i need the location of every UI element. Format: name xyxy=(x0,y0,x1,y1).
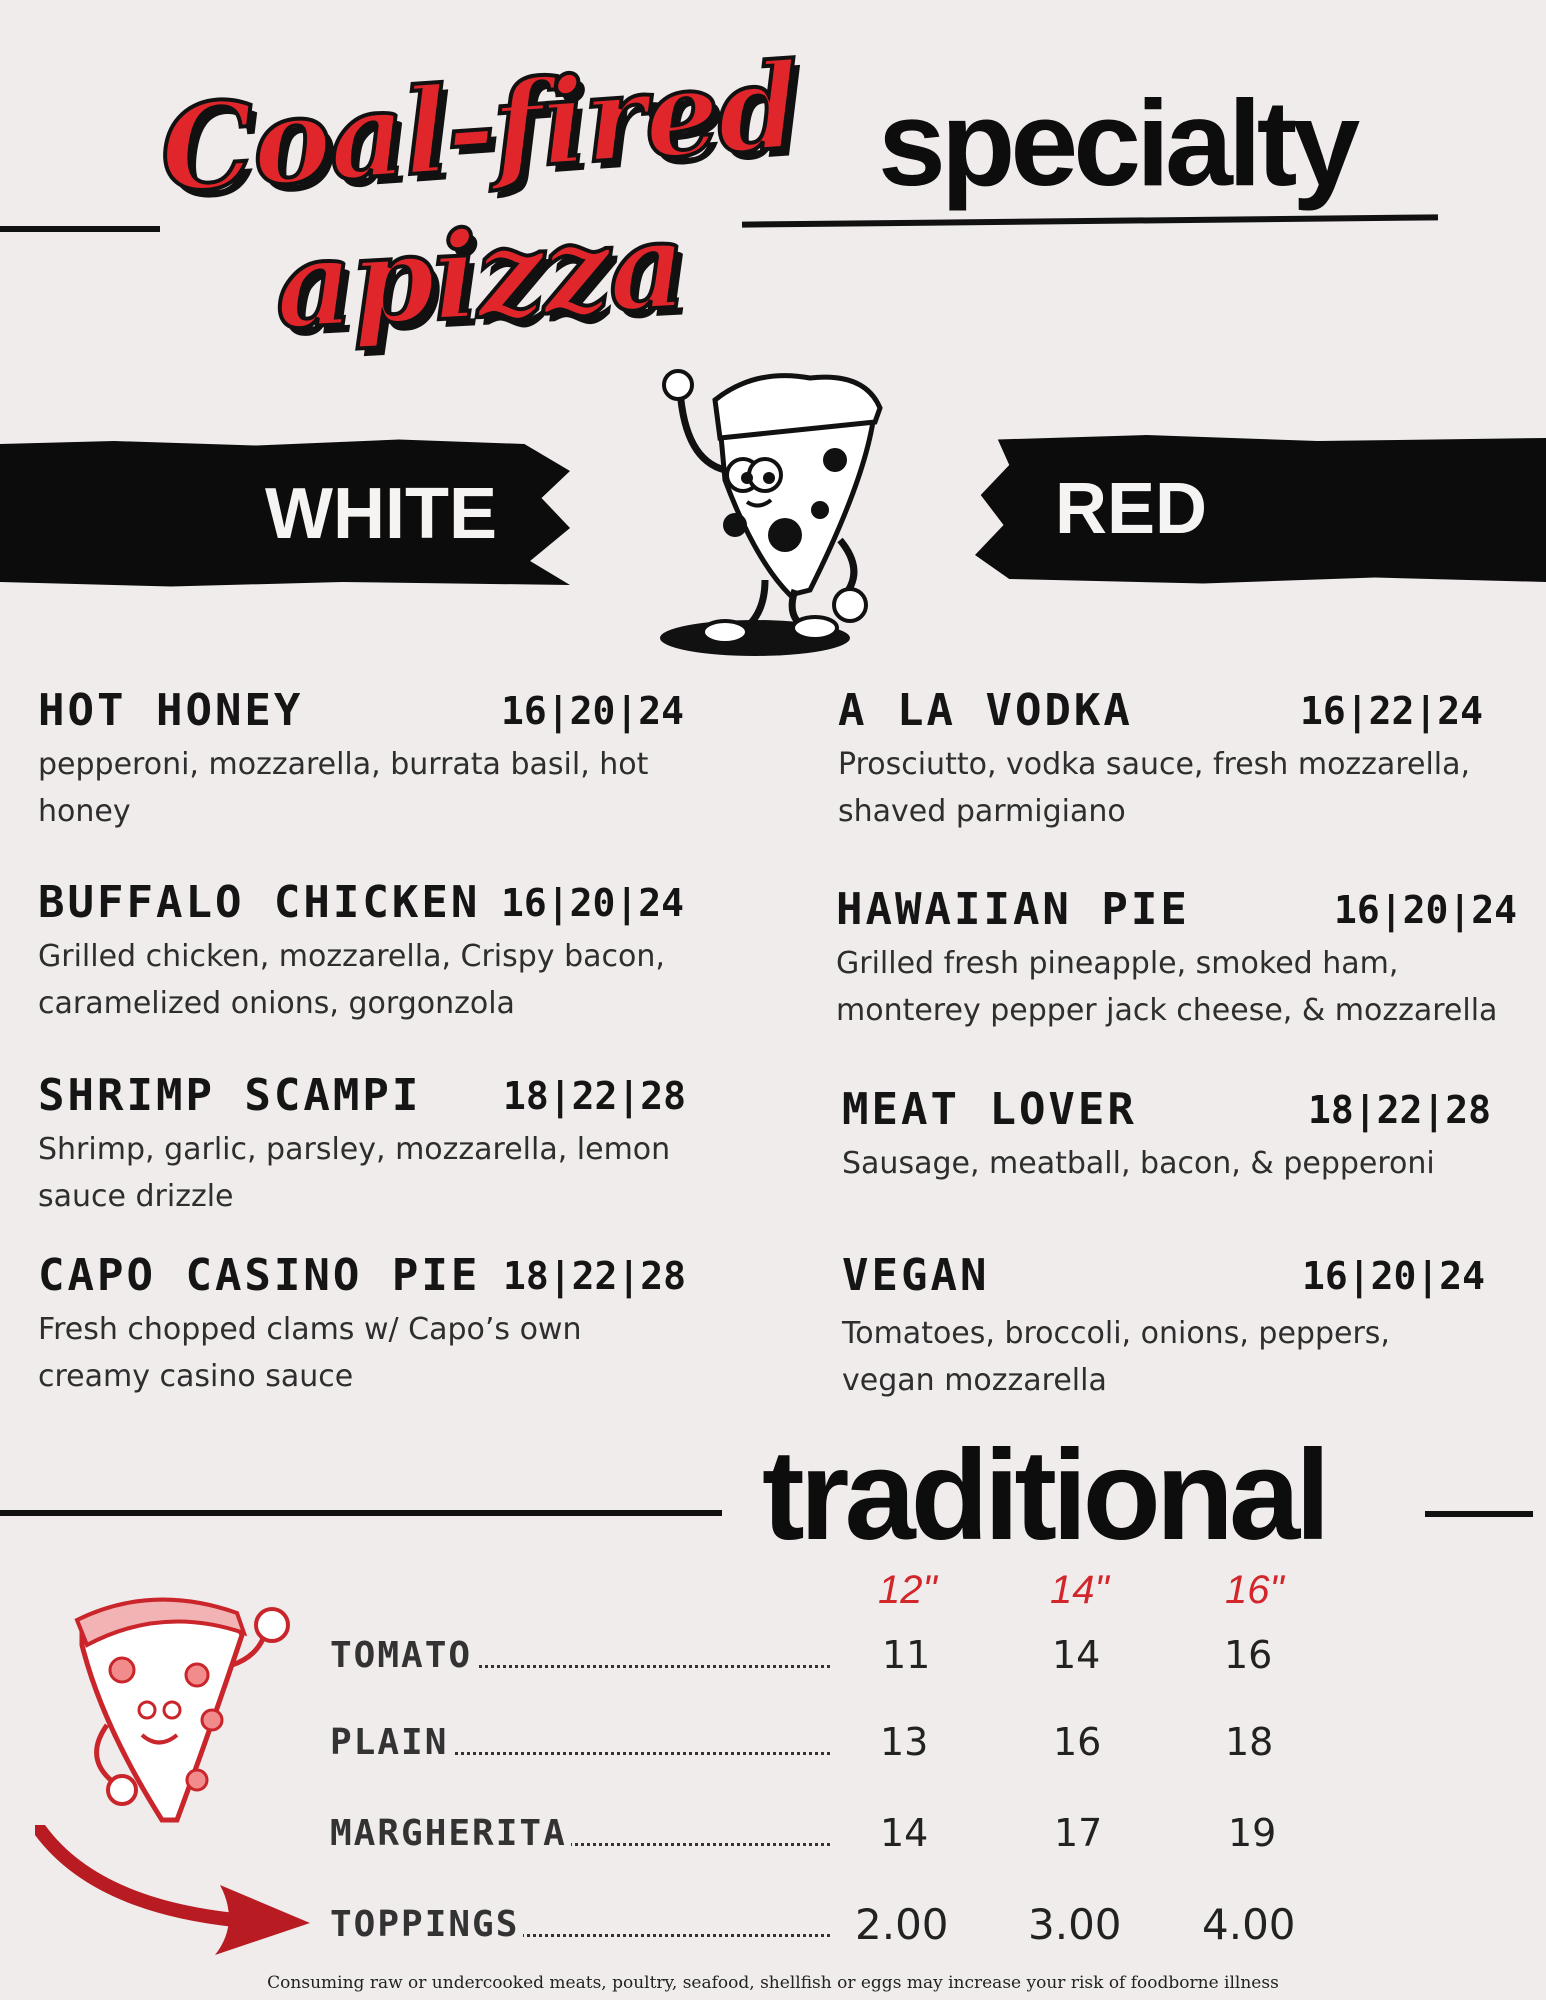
left-rule-top xyxy=(0,226,160,232)
item-price: 18|22|28 xyxy=(503,1074,687,1118)
price-16: 18 xyxy=(1225,1720,1274,1764)
item-price: 16|20|24 xyxy=(501,881,685,925)
row-name: TOPPINGS xyxy=(330,1904,523,1945)
item-name: MEAT LOVER xyxy=(842,1084,1137,1135)
table-row xyxy=(330,1904,830,1945)
topping-price-12: 2.00 xyxy=(855,1900,949,1949)
row-name: MARGHERITA xyxy=(330,1813,571,1854)
size-header-16: 16" xyxy=(1225,1568,1284,1612)
left-rule-traditional xyxy=(0,1510,722,1516)
item-description: Grilled chicken, mozzarella, Crispy bacon, caramelized onions, gorgonzola xyxy=(38,939,665,1021)
item-price: 16|20|24 xyxy=(501,689,685,733)
foodborne-illness-disclaimer: Consuming raw or undercooked meats, poultry, seafood, shellfish or eggs may increase your risk of foodborne illness xyxy=(267,1973,1279,1993)
item-description: Prosciutto, vodka sauce, fresh mozzarella, shaved parmigiano xyxy=(838,747,1471,829)
pizza-mascot-red-icon xyxy=(62,1585,312,1835)
item-price: 18|22|28 xyxy=(1308,1088,1492,1132)
item-description: Sausage, meatball, bacon, & pepperoni xyxy=(842,1146,1435,1181)
item-name: VEGAN xyxy=(842,1250,990,1301)
item-description: Tomatoes, broccoli, onions, peppers, vegan mozzarella xyxy=(842,1316,1390,1398)
item-description: Grilled fresh pineapple, smoked ham, monterey pepper jack cheese, & mozzarella xyxy=(836,946,1498,1028)
size-header-14: 14" xyxy=(1050,1568,1109,1612)
red-arrow-icon xyxy=(35,1825,320,1965)
pizza-mascot-walking-icon xyxy=(635,350,890,665)
item-description: Fresh chopped clams w/ Capo’s own creamy casino sauce xyxy=(38,1312,582,1394)
item-name: CAPO CASINO PIE xyxy=(38,1250,481,1301)
red-banner-label: RED xyxy=(1055,469,1208,549)
topping-price-14: 3.00 xyxy=(1028,1900,1122,1949)
item-description: Shrimp, garlic, parsley, mozzarella, lemon sauce drizzle xyxy=(38,1132,671,1214)
price-12: 13 xyxy=(880,1720,929,1764)
price-16: 19 xyxy=(1228,1811,1277,1855)
table-row xyxy=(330,1635,830,1676)
item-price: 18|22|28 xyxy=(503,1254,687,1298)
item-price: 16|20|24 xyxy=(1302,1254,1486,1298)
price-16: 16 xyxy=(1224,1633,1273,1677)
item-name: HAWAIIAN PIE xyxy=(836,884,1190,935)
size-header-12: 12" xyxy=(878,1568,937,1612)
row-name: TOMATO xyxy=(330,1635,476,1676)
item-price: 16|20|24 xyxy=(1334,888,1518,932)
white-banner-label: WHITE xyxy=(265,474,497,554)
table-row xyxy=(330,1722,830,1763)
right-rule-top xyxy=(742,214,1438,227)
topping-price-16: 4.00 xyxy=(1202,1900,1296,1949)
traditional-title: traditional xyxy=(762,1424,1326,1567)
item-name: BUFFALO CHICKEN xyxy=(38,877,481,928)
item-name: HOT HONEY xyxy=(38,685,304,736)
price-14: 17 xyxy=(1054,1811,1103,1855)
price-12: 14 xyxy=(880,1811,929,1855)
logo-line-2: apizza xyxy=(271,194,688,357)
item-description: pepperoni, mozzarella, burrata basil, hot honey xyxy=(38,747,649,829)
row-name: PLAIN xyxy=(330,1722,452,1763)
right-rule-traditional xyxy=(1425,1511,1533,1517)
item-name: A LA VODKA xyxy=(838,685,1133,736)
price-14: 14 xyxy=(1052,1633,1101,1677)
logo-line-1: Coal-fired xyxy=(155,35,803,220)
item-name: SHRIMP SCAMPI xyxy=(38,1070,422,1121)
item-price: 16|22|24 xyxy=(1300,689,1484,733)
specialty-title: specialty xyxy=(878,75,1356,211)
table-row xyxy=(330,1813,830,1854)
price-12: 11 xyxy=(882,1633,931,1677)
price-14: 16 xyxy=(1053,1720,1102,1764)
